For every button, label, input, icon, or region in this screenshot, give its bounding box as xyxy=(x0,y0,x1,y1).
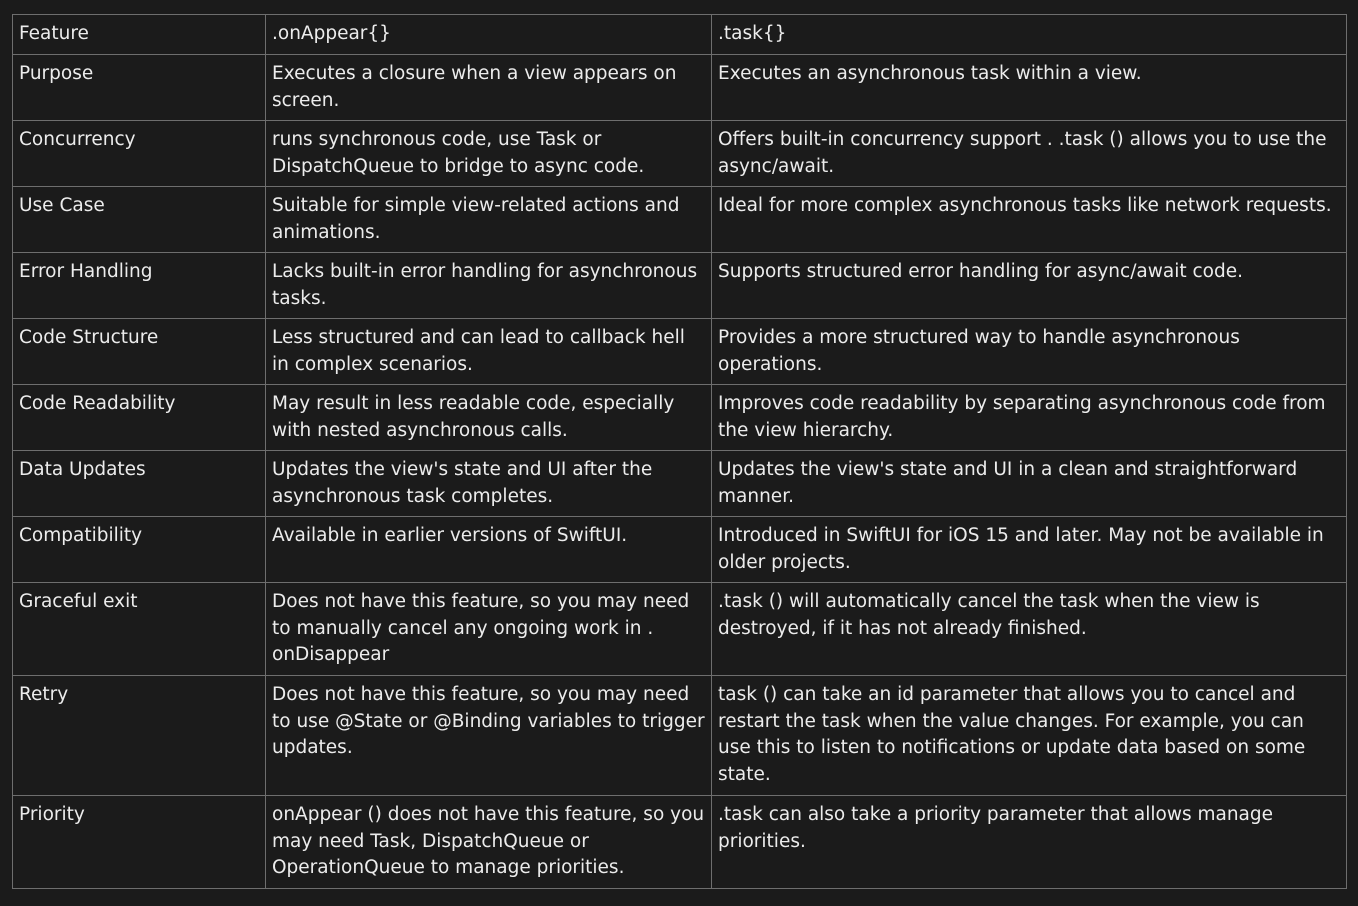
onappear-cell: Does not have this feature, so you may need to manually cancel any ongoing work in . onDisappear xyxy=(266,583,712,676)
task-cell: Ideal for more complex asynchronous tasks like network requests. xyxy=(712,187,1347,253)
feature-cell: Error Handling xyxy=(13,253,266,319)
feature-cell: Code Structure xyxy=(13,319,266,385)
feature-cell: Priority xyxy=(13,796,266,889)
task-cell: Introduced in SwiftUI for iOS 15 and later. May not be available in older projects. xyxy=(712,517,1347,583)
task-cell: Offers built-in concurrency support . .task () allows you to use the async/await. xyxy=(712,121,1347,187)
feature-cell: Concurrency xyxy=(13,121,266,187)
comparison-table xyxy=(12,14,1347,889)
onappear-cell: onAppear () does not have this feature, so you may need Task, DispatchQueue or OperationQueue to manage priorities. xyxy=(266,796,712,889)
onappear-cell: May result in less readable code, especially with nested asynchronous calls. xyxy=(266,385,712,451)
task-cell: .task () will automatically cancel the task when the view is destroyed, if it has not already finished. xyxy=(712,583,1347,676)
feature-cell: Retry xyxy=(13,676,266,796)
onappear-cell: Lacks built-in error handling for asynchronous tasks. xyxy=(266,253,712,319)
table-row xyxy=(13,121,1347,187)
feature-cell: Purpose xyxy=(13,55,266,121)
table-row xyxy=(13,253,1347,319)
table-row xyxy=(13,451,1347,517)
header-cell-feature: Feature xyxy=(13,15,266,55)
table-row xyxy=(13,583,1347,676)
table-row xyxy=(13,187,1347,253)
task-cell: Executes an asynchronous task within a view. xyxy=(712,55,1347,121)
table-header-row xyxy=(13,15,1347,55)
task-cell: .task can also take a priority parameter that allows manage priorities. xyxy=(712,796,1347,889)
onappear-cell: runs synchronous code, use Task or DispatchQueue to bridge to async code. xyxy=(266,121,712,187)
task-cell: Improves code readability by separating asynchronous code from the view hierarchy. xyxy=(712,385,1347,451)
onappear-cell: Less structured and can lead to callback hell in complex scenarios. xyxy=(266,319,712,385)
table-row xyxy=(13,796,1347,889)
feature-cell: Data Updates xyxy=(13,451,266,517)
onappear-cell: Available in earlier versions of SwiftUI. xyxy=(266,517,712,583)
task-cell: task () can take an id parameter that allows you to cancel and restart the task when the value changes. For example, you can use this to listen to notifications or update data based on some state. xyxy=(712,676,1347,796)
onappear-cell: Does not have this feature, so you may need to use @State or @Binding variables to trigger updates. xyxy=(266,676,712,796)
task-cell: Provides a more structured way to handle asynchronous operations. xyxy=(712,319,1347,385)
feature-cell: Use Case xyxy=(13,187,266,253)
header-cell-task: .task{} xyxy=(712,15,1347,55)
feature-cell: Code Readability xyxy=(13,385,266,451)
comparison-table-container xyxy=(12,14,1346,889)
table-row xyxy=(13,517,1347,583)
feature-cell: Graceful exit xyxy=(13,583,266,676)
header-cell-onappear: .onAppear{} xyxy=(266,15,712,55)
onappear-cell: Suitable for simple view-related actions and animations. xyxy=(266,187,712,253)
task-cell: Updates the view's state and UI in a clean and straightforward manner. xyxy=(712,451,1347,517)
onappear-cell: Updates the view's state and UI after the asynchronous task completes. xyxy=(266,451,712,517)
task-cell: Supports structured error handling for async/await code. xyxy=(712,253,1347,319)
onappear-cell: Executes a closure when a view appears on screen. xyxy=(266,55,712,121)
table-row xyxy=(13,676,1347,796)
table-row xyxy=(13,55,1347,121)
table-row xyxy=(13,385,1347,451)
feature-cell: Compatibility xyxy=(13,517,266,583)
table-row xyxy=(13,319,1347,385)
